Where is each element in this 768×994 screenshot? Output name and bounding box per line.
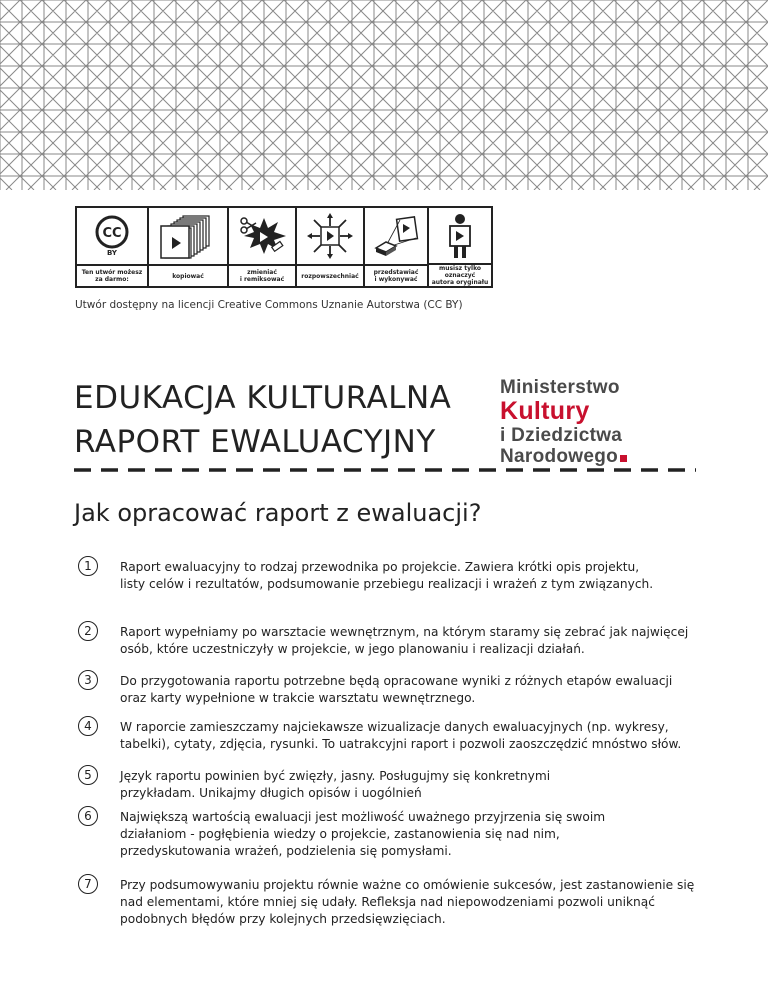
projector-icon [370,212,422,260]
section-heading: Jak opracować raport z ewaluacji? [74,499,482,527]
license-note: Utwór dostępny na licencji Creative Commons Uznanie Autorstwa (CC BY) [75,299,463,311]
page-title [74,376,451,464]
step-text: Największą wartością ewaluacji jest możliwość uważnego przyjrzenia się swoim działaniom - pogłębienia wiedzy o projekcie, zastanowienia się nad nim, przedyskutowania wrażeń, podzielenia się pomysłami. [120,810,606,858]
cc-attribution-cell [429,208,491,286]
logo-line-4: Narodowego [500,446,619,467]
dashed-divider [74,468,696,472]
cc-perform-cell [365,208,429,286]
logo-line-1: Ministerstwo [500,377,620,398]
logo-line-4-wrap [500,446,670,467]
step-text: Do przygotowania raportu potrzebne będą opracowane wyniki z różnych etapów ewaluacji oraz karty wypełnione w trakcie warsztatu wewnętrznego. [120,674,673,705]
distribute-icon [304,212,356,260]
step-number-badge: 2 [78,621,98,641]
title-line-2: RAPORT EWALUACYJNY [74,424,436,460]
step-number-badge: 4 [78,716,98,736]
logo-line-2: Kultury [500,397,590,425]
logo-line-3: i Dziedzictwa [500,425,623,446]
step-text: Przy podsumowywaniu projektu równie ważne co omówienie sukcesów, jest zastanowienie się nad elementami, które mniej się udały. Refleksja nad niepowodzeniami pozwoli uniknąć podobnych błędów przy kolejnych przedsięwzięciach. [120,878,695,926]
copy-icon [153,212,223,260]
cc-logo-text: CC [102,225,122,241]
step-number-badge: 6 [78,806,98,826]
cc-caption-remix: zmieniać i remiksować [229,264,295,286]
cc-caption-free: Ten utwór możesz za darmo: [77,264,147,286]
lattice-lines [0,0,768,190]
cc-by-label: BY [106,248,118,257]
step-text: Raport ewaluacyjny to rodzaj przewodnika po projekcie. Zawiera krótki opis projektu, listy celów i rezultatów, podsumowanie przebiegu realizacji i wrażeń z tym związanych. [120,560,654,591]
step-text: Raport wypełniamy po warsztacie wewnętrznym, na którym staramy się zebrać jak najwięcej osób, które uczestniczyły w projekcie, w jego planowaniu i realizacji działań. [120,625,689,656]
decorative-lattice-pattern [0,0,768,190]
ministry-logo [500,377,670,467]
title-line-1: EDUKACJA KULTURALNA [74,380,452,416]
step-number-badge: 1 [78,556,98,576]
cc-caption-perform: przedstawiać i wykonywać [365,264,427,286]
cc-caption-copy: kopiować [149,264,227,286]
cc-caption-distribute: rozpowszechniać [297,264,363,286]
cc-logo-icon [95,215,129,249]
step-number-badge: 3 [78,670,98,690]
cc-caption-attribution: musisz tylko oznaczyć autora oryginału [429,263,491,286]
cc-license-banner [75,206,493,288]
cc-distribute-cell [297,208,365,286]
logo-dot [620,455,627,462]
cc-by-cell [77,208,149,286]
person-icon [440,212,480,260]
step-text: Język raportu powinien być zwięzły, jasny. Posługujmy się konkretnymi przykładam. Unikajmy długich opisów i uogólnień [120,769,551,800]
cc-remix-cell [229,208,297,286]
step-number-badge: 5 [78,765,98,785]
cc-copy-cell [149,208,229,286]
step-text: W raporcie zamieszczamy najciekawsze wizualizacje danych ewaluacyjnych (np. wykresy, tabelki), cytaty, zdjęcia, rysunki. To uatrakcyjni raport i pozwoli zaoszczędzić mnóstwo słów. [120,720,682,751]
remix-icon [234,212,290,260]
step-number-badge: 7 [78,874,98,894]
